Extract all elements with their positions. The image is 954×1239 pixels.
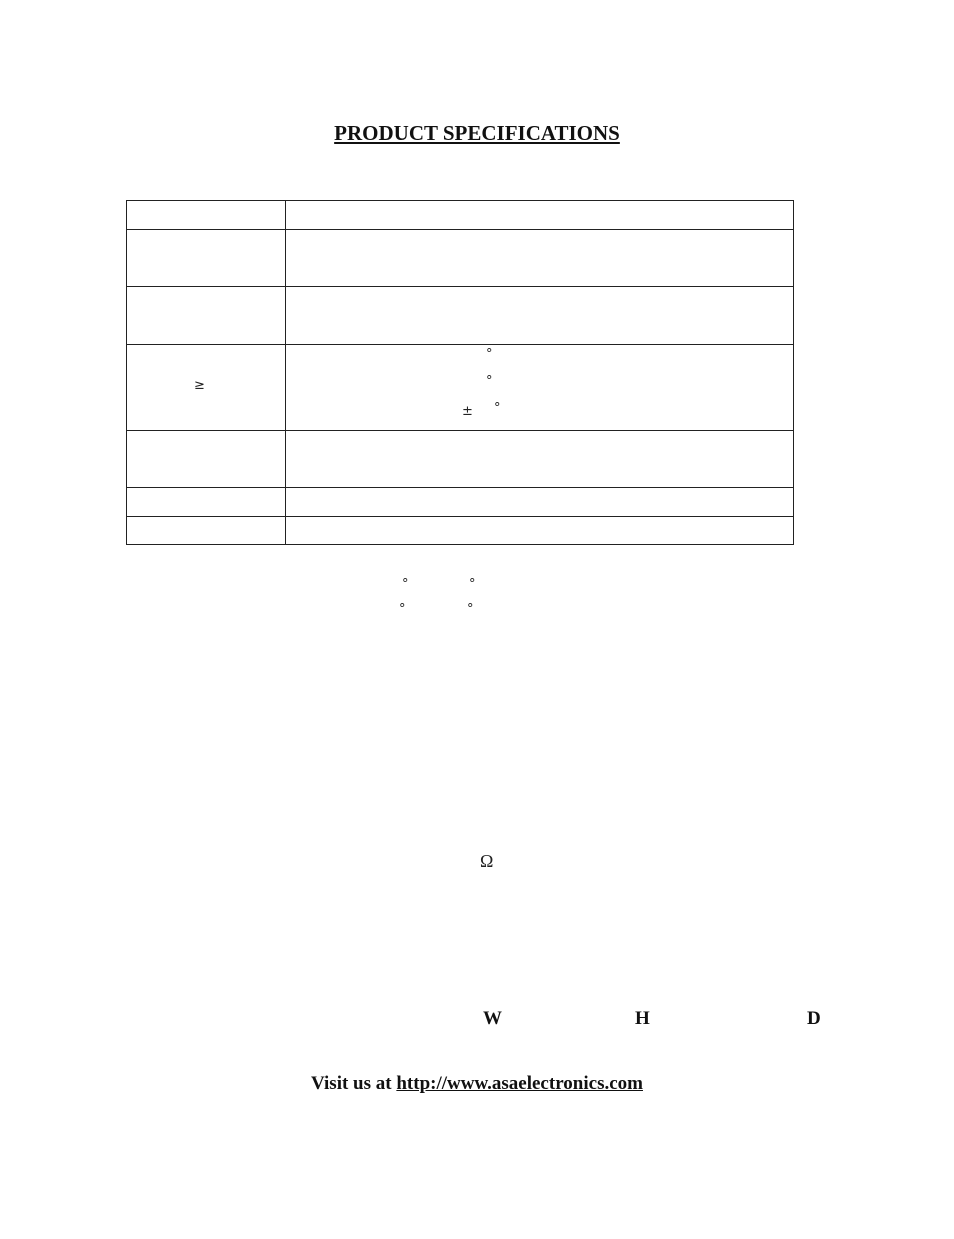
table-row xyxy=(127,488,793,517)
page-title: PRODUCT SPECIFICATIONS xyxy=(334,121,620,145)
greater-equal-symbol: ≥ xyxy=(194,378,205,393)
degree-symbol: ° xyxy=(486,347,493,362)
degree-symbol: ° xyxy=(467,602,474,617)
degree-symbol: ° xyxy=(399,602,406,617)
table-row xyxy=(127,345,793,431)
depth-label: D xyxy=(807,1008,821,1029)
table-row xyxy=(127,431,793,488)
degree-symbol: ° xyxy=(469,577,476,592)
table-row xyxy=(127,517,793,544)
height-label: H xyxy=(635,1008,650,1029)
spec-table xyxy=(126,200,794,545)
table-row xyxy=(127,230,793,287)
degree-symbol: ° xyxy=(486,374,493,389)
degree-symbol: ° xyxy=(402,577,409,592)
ohm-symbol: Ω xyxy=(480,851,494,871)
footer xyxy=(0,1073,954,1095)
plus-minus-symbol: ± xyxy=(462,404,473,419)
footer-prefix: Visit us at xyxy=(311,1073,397,1094)
degree-symbol: ° xyxy=(494,401,501,416)
table-row xyxy=(127,201,793,230)
width-label: W xyxy=(483,1008,502,1029)
table-row xyxy=(127,287,793,345)
website-link[interactable]: http://www.asaelectronics.com xyxy=(396,1073,643,1094)
